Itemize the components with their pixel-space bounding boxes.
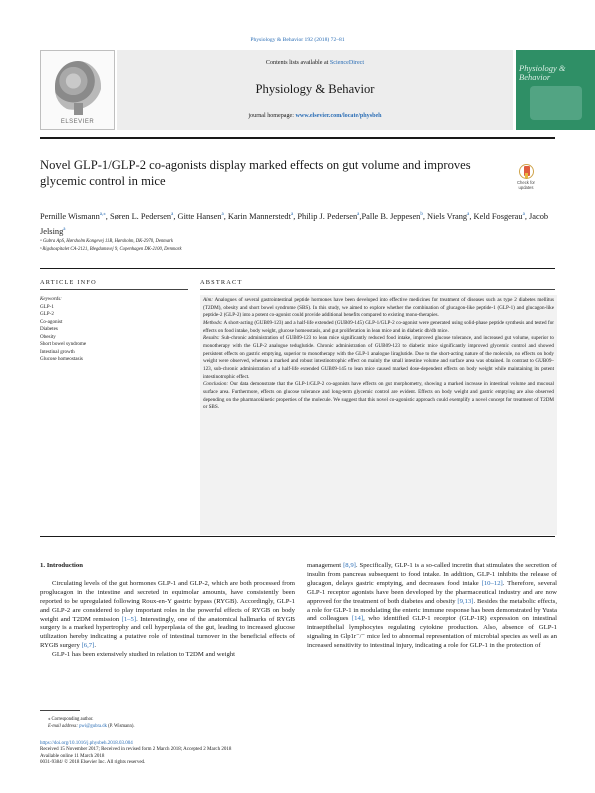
abstract-section-label: Aim:: [203, 297, 213, 303]
affiliation: ᵃ Gubra ApS, Hørsholm Kongevej 11B, Hørsholm, DK-2970, Denmark: [40, 239, 173, 244]
author-separator: ,: [223, 211, 228, 221]
body-text: Circulating levels of the gut hormones GLP-1 and GLP-2, which are both processed from proglucagon in the intestine and secreted in equimolar amounts, have consistently been reported to be upregulated following Roux-en-Y gastric bypass (RYGB). Accordingly, GLP-1 and GLP-2 are considered to play important roles in the powerful effects of RYGB on body weight and T2DM remission: [40, 579, 295, 623]
elsevier-logo[interactable]: [40, 50, 115, 130]
body-paragraph: [307, 562, 557, 651]
body-text: .: [94, 642, 96, 650]
corresponding-author-note: ⁎ Corresponding author.: [48, 717, 94, 722]
publisher-logo-text: ELSEVIER: [60, 119, 95, 125]
received-dates: Received 15 November 2017; Received in revised form 2 March 2018; Accepted 2 March 2018: [40, 747, 232, 753]
author-affiliation-marker[interactable]: a: [290, 212, 294, 217]
author-affiliation-marker[interactable]: a: [221, 212, 224, 217]
author-affiliation-marker[interactable]: a: [467, 212, 470, 217]
abstract-section-text: Sub-chronic administration of GUB09-123 to lean mice significantly reduced food intake, improved glucose tolerance, and increased gut volume, superior to monotherapy with the GLP-2 analogue teduglutide. Chronic administration of GUB09-123 to diabetic mice significantly improved glycemic control and showed persistent effects on gastric emptying, superior to monotherapy with the GLP-1 analogue liraglutide. Due to the short-acting nature of the molecule, no effects on body weight were observed, whereas a marked and robust intestinotrophic effect on mainly the small intestine volume and surface area was obtained. In contrast to GUB09–123, sub-chronic administration of a half-life extended GUB09-145 to lean mice caused marked dose-dependent effects on body weight while maintaining its potent intestinotrophic effect.: [203, 335, 554, 380]
header-rule: [40, 137, 555, 139]
intro-column-left: [40, 562, 295, 660]
citation-link[interactable]: [1–5]: [121, 615, 137, 623]
journal-cover-image[interactable]: [516, 50, 595, 130]
section-rule: [40, 536, 555, 537]
article-info-rule: [40, 289, 188, 290]
body-text: GLP-1 has been extensively studied in relation to T2DM and weight: [52, 651, 236, 659]
body-text: . Besides the metabolic effects, a role for GLP-1 in modulating the enteric immune response has been demonstrated by Yusta and colleagues: [307, 597, 557, 623]
author-affiliation-marker[interactable]: a: [357, 212, 360, 217]
author-name[interactable]: Philip J. Pedersen: [297, 211, 358, 221]
keyword: Obesity: [40, 333, 56, 340]
body-text: . Therefore, several GLP-1 receptor agonists have been developed by the pharmaceutical industry and are now approved for the treatment of both diabetes and obesity: [307, 579, 557, 605]
homepage-line: journal homepage: www.elsevier.com/locate/physbeh: [248, 113, 382, 119]
body-text: , who identified GLP-1 receptor (GLP-1R) expression on intestinal intraepithelial lymphocytes regulating cytokine production. Also, absence of GLP-1 signaling in Glp1r⁻/⁻ mice led to abnormal representation of microbial species as well as an increased sensitivity to intestinal injury, indicating a role for GLP-1 in the protection of: [307, 615, 557, 650]
article-title: Novel GLP-1/GLP-2 co-agonists display marked effects on gut volume and improves glycemic control in mice: [40, 158, 471, 188]
cover-title: Physiology & Behavior: [519, 63, 566, 82]
abstract-section-text: Analogues of several gastrointestinal peptide hormones have been developed into effective medicines for treatment of diseases such as type 2 diabetes mellitus (T2DM), obesity and short bowel syndrome (SBS). In this study, we aimed to explore whether the combination of glucagon-like peptide-1 (GLP-1) and glucagon-like peptide-2 (GLP-2) into a potent co-agonist could provide additional benefits compared to existing mono-therapies.: [203, 297, 554, 319]
author-separator: ,: [359, 211, 362, 221]
abstract-paragraph: [203, 335, 554, 381]
citation-link[interactable]: [14]: [351, 615, 364, 623]
author-name[interactable]: Niels Vrang: [427, 211, 468, 221]
abstract-section-label: Conclusion:: [203, 381, 229, 388]
citation-link[interactable]: [9,13]: [457, 597, 474, 605]
author-name[interactable]: Karin Mannerstedt: [227, 211, 291, 221]
abstract-section-text: Our data demonstrate that the GLP-1/GLP-2 co-agonists have effects on gut morphometry, showing a marked increase in intestinal volume and mucosal surface area. Furthermore, effects on glucose tolerance and long-term glycemic control are evident. Effects on body weight and gastric emptying are also observed depending on the pharmacokinetic properties of the molecule. We suggest that this novel co-agonistic approach could exemplify a novel concept for treatment of T2DM or SBS.: [203, 381, 554, 411]
abstract-paragraph: [203, 381, 554, 412]
keyword: Diabetes: [40, 326, 58, 332]
footnote-rule: [40, 710, 80, 711]
section-rule: [40, 268, 555, 269]
affiliation: ᵇ Rigshospitalet CA-2121, Blegdamsvej 9, Copenhagen DK-2100, Denmark: [40, 247, 182, 252]
author-separator: ,: [173, 211, 178, 221]
email-note: E-mail address: pwi@gubra.dk (P. Wismann).: [48, 724, 135, 730]
keyword: Intestinal growth: [40, 348, 75, 355]
journal-citation[interactable]: Physiology & Behavior 192 (2018) 72–81: [250, 37, 345, 43]
article-info-heading: ARTICLE INFO: [40, 279, 97, 286]
author-name[interactable]: Pernille Wismann: [40, 211, 100, 221]
body-paragraph: [40, 580, 295, 651]
author-name[interactable]: Søren L. Pedersen: [109, 211, 172, 221]
abstract-section-label: Results:: [203, 335, 220, 342]
abstract-heading: ABSTRACT: [200, 279, 243, 286]
body-text: management: [307, 562, 344, 569]
copyright: 0031-9384/ © 2018 Elsevier Inc. All rights reserved.: [40, 759, 146, 765]
author-name[interactable]: Jacob Jelsing: [40, 211, 549, 236]
keyword: GLP-2: [40, 311, 54, 317]
author-list: [40, 208, 560, 238]
citation-link[interactable]: [8,9]: [343, 562, 356, 569]
keyword: Co-agonist: [40, 318, 63, 325]
author-separator: ,: [469, 211, 474, 221]
author-affiliation-marker[interactable]: a: [171, 212, 174, 217]
citation-link[interactable]: [6,7]: [81, 642, 95, 650]
publication-info: [40, 741, 340, 766]
body-paragraph: [40, 651, 295, 660]
abstract-section-label: Methods:: [203, 319, 223, 326]
author-affiliation-marker[interactable]: a: [522, 212, 525, 217]
contents-line: Contents lists available at ScienceDirect: [265, 60, 365, 66]
keywords-label: Keywords:: [40, 296, 62, 302]
keywords-list: [40, 296, 188, 364]
author-affiliation-marker[interactable]: a,⁎: [99, 212, 106, 217]
author-affiliation-marker[interactable]: a: [63, 226, 66, 232]
abstract-section-text: A short-acting (GUB09-123) and a half-life extended (GUB09-145) GLP-1/GLP-2 co-agonist were generated using solid-phase peptide synthesis and tested for effects on food intake, body weight, glucose homeostasis, and gut proliferation in lean mice and in diabetic db/db mice.: [203, 319, 554, 334]
journal-masthead: [40, 50, 595, 130]
abstract-paragraph: [203, 297, 554, 320]
author-name[interactable]: Keld Fosgerau: [473, 211, 523, 221]
footnotes: [40, 716, 340, 730]
author-separator: ,: [422, 211, 428, 221]
body-text: . Specifically, GLP-1 is a so-called incretin that stimulates the secretion of insulin from pancreas subsequent to food intake. In addition, GLP-1 inhibits the release of glucagon, delays gastric emptying, and decreases food intake: [307, 562, 557, 587]
keyword: Glucose homeostasis: [40, 356, 83, 362]
affiliations: [40, 238, 555, 254]
author-name[interactable]: Gitte Hansen: [177, 211, 222, 221]
author-separator: ,: [524, 211, 530, 221]
email-link[interactable]: pwi@gubra.dk: [79, 724, 107, 730]
keyword: GLP-1: [40, 303, 54, 310]
author-name[interactable]: Palle B. Jeppesen: [361, 211, 421, 221]
author-separator: ,: [105, 211, 110, 221]
journal-name: Physiology & Behavior: [255, 82, 375, 96]
abstract-rule: [200, 289, 555, 290]
available-online: Available online 11 March 2018: [40, 753, 105, 759]
abstract-box: [200, 295, 557, 535]
author-separator: ,: [293, 211, 298, 221]
citation-link[interactable]: [10–12]: [481, 579, 503, 587]
crossmark-badge[interactable]: [512, 164, 540, 194]
intro-column-right: [307, 562, 557, 651]
body-text: . Interestingly, one of the anatomical hallmarks of RYGB surgery is a marked hypertrophy and cell hyperplasia of the gut, leading to increased glucose utilization hereby indicating a putative role of intestinal turnover in the beneficial effects of RYGB surgery: [40, 615, 296, 650]
crossmark-label: Check for updates: [517, 180, 535, 190]
author-affiliation-marker[interactable]: b: [420, 212, 423, 217]
section-heading: 1. Introduction: [40, 562, 83, 569]
masthead-box: [117, 50, 513, 130]
keyword: Short bowel syndrome: [40, 341, 87, 347]
doi-link[interactable]: https://doi.org/10.1016/j.physbeh.2018.03.004: [40, 741, 133, 746]
abstract-paragraph: [203, 320, 554, 335]
journal-homepage-link[interactable]: www.elsevier.com/locate/physbeh: [295, 113, 382, 119]
sciencedirect-link[interactable]: ScienceDirect: [329, 60, 365, 66]
